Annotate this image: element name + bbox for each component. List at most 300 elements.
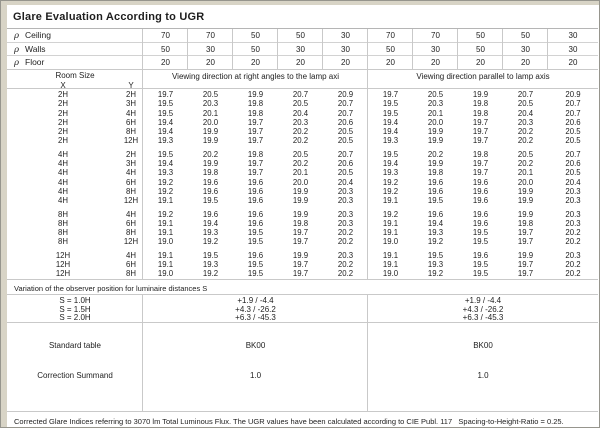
ugr-value: 20.0 bbox=[427, 117, 444, 127]
room-size-header-block bbox=[7, 70, 143, 88]
ugr-value: 19.3 bbox=[157, 168, 174, 178]
reflectance-table bbox=[7, 29, 598, 70]
ugr-value: 19.3 bbox=[202, 260, 219, 270]
ugr-value: 19.6 bbox=[247, 196, 264, 206]
ugr-value: 19.6 bbox=[247, 209, 264, 219]
ugr-value: 19.8 bbox=[247, 99, 264, 109]
ugr-value: 20.7 bbox=[292, 90, 309, 99]
ugr-value: 20.2 bbox=[517, 127, 534, 137]
ugr-table-row bbox=[7, 178, 598, 187]
ugr-value: 19.3 bbox=[427, 228, 444, 238]
left-group-values bbox=[143, 159, 368, 168]
ugr-value: 20.5 bbox=[337, 136, 354, 146]
ugr-value: 20.7 bbox=[337, 99, 354, 109]
ugr-value: 20.7 bbox=[565, 99, 581, 109]
ugr-value: 19.2 bbox=[382, 186, 399, 196]
ugr-value: 19.3 bbox=[427, 260, 444, 270]
room-x-value: 8H bbox=[58, 228, 68, 238]
reflectance-value: 20 bbox=[251, 58, 260, 68]
ugr-value: 19.1 bbox=[157, 196, 174, 206]
rho-symbol: ρ bbox=[14, 58, 19, 69]
ugr-block bbox=[7, 210, 598, 247]
variation-right-value: +4.3 / -26.2 bbox=[462, 304, 504, 314]
ugr-value: 19.9 bbox=[292, 209, 309, 219]
y-column-header: Y bbox=[128, 81, 134, 90]
ugr-value: 20.5 bbox=[517, 149, 534, 159]
ugr-value: 20.7 bbox=[337, 108, 354, 118]
ugr-value: 20.3 bbox=[565, 186, 581, 196]
ugr-value: 19.6 bbox=[247, 250, 264, 260]
ugr-value: 20.0 bbox=[292, 177, 309, 187]
room-x-value: 2H bbox=[58, 117, 68, 127]
ugr-value: 19.5 bbox=[427, 250, 444, 260]
ugr-value: 19.8 bbox=[247, 108, 264, 118]
ugr-value: 20.9 bbox=[337, 90, 354, 99]
ugr-value: 20.3 bbox=[565, 196, 581, 206]
ugr-value: 19.2 bbox=[427, 237, 444, 247]
ugr-value: 19.1 bbox=[382, 218, 399, 228]
ugr-value: 19.9 bbox=[427, 127, 444, 137]
ugr-value: 19.1 bbox=[157, 260, 174, 270]
ugr-value: 19.8 bbox=[427, 168, 444, 178]
ugr-value: 20.6 bbox=[337, 117, 354, 127]
reflectance-label bbox=[7, 57, 143, 68]
ugr-value: 19.6 bbox=[247, 218, 264, 228]
room-x-value: 2H bbox=[58, 127, 68, 137]
ugr-value: 19.4 bbox=[382, 127, 399, 137]
ugr-table-row bbox=[7, 260, 598, 269]
ugr-value: 19.5 bbox=[202, 250, 219, 260]
right-group-values bbox=[368, 210, 598, 219]
ugr-table-body bbox=[7, 89, 598, 280]
ugr-value: 19.6 bbox=[427, 186, 444, 196]
page-title: Glare Evaluation According to UGR bbox=[7, 5, 598, 29]
ugr-value: 19.8 bbox=[202, 168, 219, 178]
ugr-table-row bbox=[7, 99, 598, 108]
ugr-value: 19.7 bbox=[247, 117, 264, 127]
room-y-value: 4H bbox=[126, 209, 136, 219]
ugr-value: 19.1 bbox=[382, 228, 399, 238]
ugr-value: 20.3 bbox=[565, 209, 581, 219]
room-y-value: 6H bbox=[126, 117, 136, 127]
reflectance-label bbox=[7, 44, 143, 55]
ugr-value: 20.2 bbox=[337, 260, 354, 270]
ugr-value: 20.5 bbox=[565, 168, 581, 178]
left-group-values bbox=[143, 150, 368, 159]
ugr-value: 19.5 bbox=[202, 196, 219, 206]
ugr-value: 19.2 bbox=[157, 209, 174, 219]
reflectance-value: 50 bbox=[251, 44, 260, 54]
ugr-value: 20.3 bbox=[337, 209, 354, 219]
grid-line-vertical bbox=[502, 29, 503, 70]
room-x-value: 4H bbox=[58, 149, 68, 159]
grid-line-vertical bbox=[412, 29, 413, 70]
ugr-value: 19.6 bbox=[202, 186, 219, 196]
reflectance-value: 30 bbox=[296, 44, 305, 54]
variation-right-value: +6.3 / -45.3 bbox=[462, 313, 504, 322]
ugr-value: 19.6 bbox=[472, 186, 489, 196]
reflectance-value: 20 bbox=[161, 58, 170, 68]
room-x-value: 2H bbox=[58, 136, 68, 146]
ugr-value: 19.7 bbox=[292, 269, 309, 279]
room-x-value: 12H bbox=[55, 250, 71, 260]
right-group-values bbox=[368, 150, 598, 159]
grid-line-vertical bbox=[232, 29, 233, 70]
ugr-value: 19.7 bbox=[157, 90, 174, 99]
ugr-value: 19.6 bbox=[427, 177, 444, 187]
ugr-value: 19.9 bbox=[292, 250, 309, 260]
ugr-value: 20.5 bbox=[292, 149, 309, 159]
ugr-value: 19.9 bbox=[517, 250, 534, 260]
ugr-value: 19.5 bbox=[472, 269, 489, 279]
variation-right-value: +1.9 / -4.4 bbox=[464, 296, 502, 305]
reflectance-value: 30 bbox=[206, 44, 215, 54]
right-group-header: Viewing direction parallel to lamp axis bbox=[416, 72, 550, 81]
reflectance-value: 30 bbox=[568, 30, 578, 40]
ugr-value: 19.9 bbox=[202, 127, 219, 137]
rho-symbol: ρ bbox=[14, 30, 19, 41]
ugr-table-row bbox=[7, 159, 598, 168]
ugr-value: 19.7 bbox=[472, 117, 489, 127]
right-group-values bbox=[368, 109, 598, 118]
right-group-values bbox=[368, 260, 598, 269]
room-x-value: 2H bbox=[58, 90, 68, 99]
ugr-value: 19.5 bbox=[157, 99, 174, 109]
ugr-value: 19.2 bbox=[202, 237, 219, 247]
right-group-values bbox=[368, 136, 598, 145]
left-group-values bbox=[143, 109, 368, 118]
ugr-value: 19.5 bbox=[247, 237, 264, 247]
grid-line-vertical bbox=[367, 295, 368, 412]
ugr-value: 20.3 bbox=[337, 218, 354, 228]
variation-left-value: +6.3 / -45.3 bbox=[235, 313, 276, 322]
reflectance-value: 30 bbox=[341, 44, 350, 54]
ugr-value: 20.6 bbox=[337, 159, 354, 169]
ugr-table-row bbox=[7, 251, 598, 260]
ugr-value: 20.5 bbox=[565, 136, 581, 146]
ugr-value: 19.1 bbox=[382, 250, 399, 260]
ugr-value: 19.5 bbox=[157, 108, 174, 118]
room-y-value: 8H bbox=[126, 186, 136, 196]
ugr-value: 20.3 bbox=[427, 99, 444, 109]
ugr-block bbox=[7, 90, 598, 146]
room-x-value: 8H bbox=[58, 237, 68, 247]
ugr-value: 20.2 bbox=[202, 149, 219, 159]
ugr-value: 20.5 bbox=[517, 99, 534, 109]
room-x-value: 8H bbox=[58, 209, 68, 219]
ugr-value: 19.5 bbox=[247, 269, 264, 279]
ugr-value: 19.3 bbox=[157, 136, 174, 146]
report-content bbox=[7, 5, 598, 426]
ugr-value: 20.3 bbox=[565, 218, 581, 228]
ugr-value: 19.5 bbox=[247, 228, 264, 238]
footer-note: Corrected Glare Indices referring to 3070 lm Total Luminous Flux. The UGR values have been calculated according to CIE Publ. 117 Spacing-to-Height-Ratio = 0.25. bbox=[14, 417, 564, 426]
room-x-value: 12H bbox=[55, 260, 71, 270]
right-group-values bbox=[368, 237, 598, 246]
ugr-value: 19.7 bbox=[247, 168, 264, 178]
ugr-value: 19.4 bbox=[157, 159, 174, 169]
ugr-value: 20.3 bbox=[202, 99, 219, 109]
ugr-value: 19.7 bbox=[292, 260, 309, 270]
ugr-table-row bbox=[7, 237, 598, 246]
ugr-table-row bbox=[7, 210, 598, 219]
ugr-value: 19.7 bbox=[247, 136, 264, 146]
reflectance-value: 50 bbox=[386, 44, 395, 54]
ugr-value: 19.2 bbox=[427, 269, 444, 279]
variation-heading: Variation of the observer position for luminaire distances S bbox=[7, 280, 598, 295]
ugr-value: 19.6 bbox=[472, 209, 489, 219]
reflectance-value: 50 bbox=[476, 44, 485, 54]
room-y-value: 4H bbox=[126, 108, 136, 118]
right-group-values bbox=[368, 228, 598, 237]
correction-summand-right-value: 1.0 bbox=[477, 371, 489, 380]
ugr-value: 20.2 bbox=[565, 269, 581, 279]
ugr-value: 19.9 bbox=[517, 209, 534, 219]
variation-s-label: S = 1.5H bbox=[59, 304, 91, 314]
right-group-values bbox=[368, 168, 598, 177]
ugr-value: 20.5 bbox=[565, 127, 581, 137]
room-y-value: 4H bbox=[126, 250, 136, 260]
ugr-value: 19.8 bbox=[247, 149, 264, 159]
reflectance-value: 70 bbox=[161, 30, 170, 40]
ugr-value: 19.1 bbox=[382, 196, 399, 206]
left-group-values bbox=[143, 196, 368, 205]
reflectance-value: 20 bbox=[521, 58, 530, 68]
ugr-value: 20.2 bbox=[292, 127, 309, 137]
reflectance-row bbox=[7, 56, 598, 69]
ugr-value: 19.9 bbox=[247, 90, 264, 99]
variation-left-value: +4.3 / -26.2 bbox=[235, 304, 276, 314]
variation-s-label: S = 1.0H bbox=[59, 296, 91, 305]
ugr-value: 20.6 bbox=[565, 117, 581, 127]
ugr-table-row bbox=[7, 228, 598, 237]
ugr-value: 20.1 bbox=[517, 168, 534, 178]
reflectance-value: 20 bbox=[568, 58, 578, 68]
ugr-value: 20.4 bbox=[337, 177, 354, 187]
room-y-value: 8H bbox=[126, 127, 136, 137]
ugr-value: 19.5 bbox=[427, 196, 444, 206]
ugr-value: 20.5 bbox=[337, 168, 354, 178]
ugr-value: 19.2 bbox=[382, 177, 399, 187]
grid-line-vertical bbox=[367, 29, 368, 280]
ugr-value: 20.5 bbox=[427, 90, 444, 99]
ugr-value: 20.2 bbox=[337, 269, 354, 279]
ugr-value: 19.7 bbox=[517, 237, 534, 247]
variation-right-values bbox=[368, 297, 598, 322]
reflectance-value: 70 bbox=[206, 30, 215, 40]
left-group-values bbox=[143, 228, 368, 237]
variation-labels bbox=[7, 297, 143, 322]
right-group-values bbox=[368, 178, 598, 187]
ugr-value: 19.7 bbox=[517, 228, 534, 238]
room-y-value: 6H bbox=[126, 177, 136, 187]
reflectance-value: 20 bbox=[431, 58, 440, 68]
ugr-value: 19.6 bbox=[472, 177, 489, 187]
ugr-value: 20.2 bbox=[337, 228, 354, 238]
correction-summand-left-value: 1.0 bbox=[249, 371, 262, 380]
ugr-value: 19.5 bbox=[157, 149, 174, 159]
ugr-value: 19.0 bbox=[382, 269, 399, 279]
ugr-value: 20.2 bbox=[337, 237, 354, 247]
ugr-value: 20.3 bbox=[337, 196, 354, 206]
ugr-value: 19.4 bbox=[202, 218, 219, 228]
grid-line-vertical bbox=[187, 29, 188, 70]
ugr-value: 20.7 bbox=[517, 90, 534, 99]
ugr-value: 19.3 bbox=[382, 168, 399, 178]
right-group-values bbox=[368, 251, 598, 260]
right-group-values bbox=[368, 118, 598, 127]
ugr-value: 19.8 bbox=[517, 218, 534, 228]
left-group-values bbox=[143, 237, 368, 246]
room-x-value: 2H bbox=[58, 99, 68, 109]
grid-line-vertical bbox=[142, 295, 143, 412]
room-y-value: 4H bbox=[126, 168, 136, 178]
ugr-value: 20.1 bbox=[427, 108, 444, 118]
ugr-table-row bbox=[7, 196, 598, 205]
correction-summand-label: Correction Summand bbox=[37, 371, 113, 380]
ugr-value: 19.6 bbox=[427, 209, 444, 219]
reflectance-value: 50 bbox=[476, 30, 485, 40]
left-group-values bbox=[143, 187, 368, 196]
room-y-value: 8H bbox=[126, 228, 136, 238]
room-y-value: 6H bbox=[126, 260, 136, 270]
right-group-values bbox=[368, 219, 598, 228]
room-y-value: 2H bbox=[126, 149, 136, 159]
room-y-value: 8H bbox=[126, 269, 136, 279]
ugr-table-row bbox=[7, 269, 598, 278]
left-group-values bbox=[143, 269, 368, 278]
ugr-value: 19.9 bbox=[517, 196, 534, 206]
ugr-value: 20.3 bbox=[565, 250, 581, 260]
ugr-value: 19.5 bbox=[472, 237, 489, 247]
ugr-value: 19.7 bbox=[472, 168, 489, 178]
left-group-values bbox=[143, 118, 368, 127]
room-x-value: 4H bbox=[58, 168, 68, 178]
ugr-value: 20.5 bbox=[337, 127, 354, 137]
x-column-header: X bbox=[60, 81, 66, 90]
ugr-value: 19.9 bbox=[472, 90, 489, 99]
standard-table-right-value: BK00 bbox=[473, 341, 493, 350]
ugr-value: 19.6 bbox=[202, 209, 219, 219]
reflectance-row bbox=[7, 43, 598, 57]
reflectance-value: 20 bbox=[206, 58, 215, 68]
reflectance-surface-name: Walls bbox=[25, 43, 46, 54]
ugr-value: 19.5 bbox=[382, 99, 399, 109]
reflectance-value: 20 bbox=[386, 58, 395, 68]
ugr-value: 19.6 bbox=[472, 218, 489, 228]
ugr-value: 19.7 bbox=[517, 269, 534, 279]
ugr-value: 20.9 bbox=[565, 90, 581, 99]
ugr-value: 20.2 bbox=[517, 159, 534, 169]
room-y-value: 2H bbox=[126, 90, 136, 99]
ugr-value: 19.0 bbox=[382, 237, 399, 247]
ugr-value: 19.5 bbox=[472, 260, 489, 270]
reflectance-value: 30 bbox=[341, 30, 350, 40]
ugr-value: 19.9 bbox=[427, 159, 444, 169]
reflectance-row bbox=[7, 29, 598, 43]
ugr-value: 19.7 bbox=[382, 90, 399, 99]
ugr-value: 20.0 bbox=[517, 177, 534, 187]
ugr-value: 19.2 bbox=[382, 209, 399, 219]
ugr-value: 20.3 bbox=[517, 117, 534, 127]
ugr-value: 20.2 bbox=[427, 149, 444, 159]
room-x-value: 4H bbox=[58, 196, 68, 206]
ugr-value: 20.0 bbox=[202, 117, 219, 127]
ugr-value: 19.7 bbox=[292, 228, 309, 238]
rho-symbol: ρ bbox=[14, 44, 19, 55]
room-x-value: 4H bbox=[58, 177, 68, 187]
ugr-value: 20.2 bbox=[565, 260, 581, 270]
ugr-value: 19.2 bbox=[157, 177, 174, 187]
left-group-values bbox=[143, 178, 368, 187]
ugr-value: 19.6 bbox=[472, 250, 489, 260]
ugr-value: 19.0 bbox=[157, 269, 174, 279]
ugr-value: 19.4 bbox=[427, 218, 444, 228]
room-y-value: 6H bbox=[126, 218, 136, 228]
left-group-values bbox=[143, 210, 368, 219]
left-group-values bbox=[143, 219, 368, 228]
ugr-table-row bbox=[7, 90, 598, 99]
ugr-value: 19.6 bbox=[247, 177, 264, 187]
reflectance-value: 30 bbox=[568, 44, 578, 54]
room-x-value: 4H bbox=[58, 159, 68, 169]
room-x-value: 4H bbox=[58, 186, 68, 196]
table-header bbox=[7, 70, 598, 89]
ugr-value: 19.9 bbox=[292, 196, 309, 206]
ugr-value: 20.1 bbox=[202, 108, 219, 118]
ugr-value: 19.6 bbox=[202, 177, 219, 187]
ugr-value: 20.3 bbox=[337, 250, 354, 260]
left-group-values bbox=[143, 127, 368, 136]
room-y-value: 12H bbox=[123, 196, 139, 206]
reflectance-value: 20 bbox=[341, 58, 350, 68]
room-y-value: 12H bbox=[123, 136, 139, 146]
ugr-value: 20.2 bbox=[565, 237, 581, 247]
grid-line-vertical bbox=[142, 29, 143, 280]
ugr-value: 19.4 bbox=[382, 117, 399, 127]
ugr-table-row bbox=[7, 109, 598, 118]
reflectance-value: 30 bbox=[521, 44, 530, 54]
ugr-value: 19.8 bbox=[472, 99, 489, 109]
ugr-value: 19.1 bbox=[157, 218, 174, 228]
left-group-values bbox=[143, 99, 368, 108]
room-y-value: 3H bbox=[126, 159, 136, 169]
ugr-value: 19.4 bbox=[157, 117, 174, 127]
reflectance-value: 50 bbox=[296, 30, 305, 40]
reflectance-label bbox=[7, 30, 143, 41]
ugr-table-row bbox=[7, 118, 598, 127]
ugr-value: 19.7 bbox=[472, 159, 489, 169]
ugr-value: 20.5 bbox=[292, 99, 309, 109]
ugr-value: 19.7 bbox=[517, 260, 534, 270]
ugr-value: 20.4 bbox=[517, 108, 534, 118]
ugr-value: 19.4 bbox=[382, 159, 399, 169]
ugr-value: 19.7 bbox=[247, 159, 264, 169]
ugr-value: 19.9 bbox=[202, 159, 219, 169]
room-x-value: 8H bbox=[58, 218, 68, 228]
ugr-value: 19.7 bbox=[292, 237, 309, 247]
ugr-value: 20.7 bbox=[337, 149, 354, 159]
standard-table-label: Standard table bbox=[48, 341, 102, 350]
ugr-value: 19.9 bbox=[427, 136, 444, 146]
grid-line-vertical bbox=[277, 29, 278, 70]
ugr-value: 19.5 bbox=[382, 108, 399, 118]
ugr-value: 19.5 bbox=[247, 260, 264, 270]
right-group-values bbox=[368, 99, 598, 108]
ugr-value: 20.2 bbox=[292, 136, 309, 146]
ugr-table-row bbox=[7, 168, 598, 177]
ugr-table-row bbox=[7, 219, 598, 228]
